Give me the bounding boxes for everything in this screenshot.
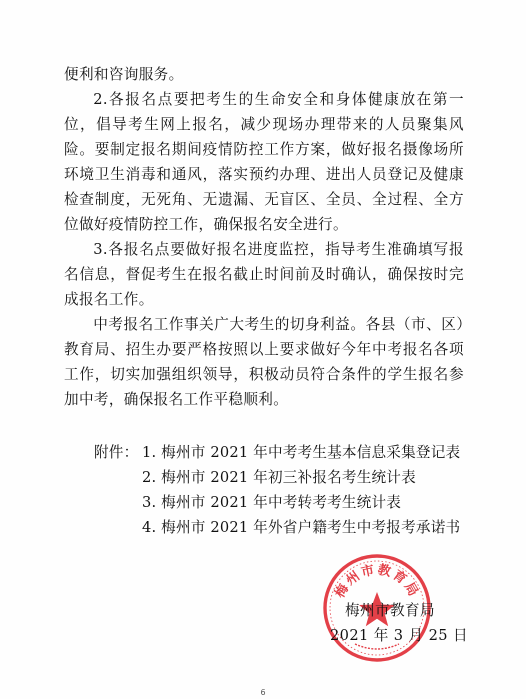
attachment-item: 4. 梅州市 2021 年外省户籍考生中考报考承诺书 xyxy=(142,519,461,536)
paragraph-item-2: 2.各报名点要把考生的生命安全和身体健康放在第一位，倡导考生网上报名，减少现场办理带来的人员聚集风险。要制定报名期间疫情防控工作方案，做好报名摄像场所环境卫生消毒和通风，落实预约办理、进出人员登记及健康检查制度，无死角、无遗漏、无盲区、全员、全过程、全方位做好疫情防控工作，确保报名安全进行。 xyxy=(64,91,464,233)
attachment-row xyxy=(94,440,474,465)
body-text xyxy=(64,62,464,412)
attachment-item: 3. 梅州市 2021 年中考转考考生统计表 xyxy=(142,494,402,511)
attachment-row xyxy=(94,490,474,515)
attachment-row xyxy=(94,515,474,540)
attachment-row xyxy=(94,465,474,490)
attachments-list xyxy=(94,440,474,540)
paragraph-item-3: 3.各报名点要做好报名进度监控，指导考生准确填写报名信息，督促考生在报名截止时间前及时确认，确保按时完成报名工作。 xyxy=(64,241,464,308)
paragraph-closing: 中考报名工作事关广大考生的切身利益。各县（市、区）教育局、招生办要严格按照以上要求做好今年中考报名各项工作，切实加强组织领导，积极动员符合条件的学生报名参加中考，确保报名工作平稳顺利。 xyxy=(64,316,464,408)
attachments-label: 附件： xyxy=(94,444,139,461)
paragraph-continuation: 便利和咨询服务。 xyxy=(64,66,184,83)
signature-date: 2021 年 3 月 25 日 xyxy=(330,627,468,644)
attachment-item: 1. 梅州市 2021 年中考考生基本信息采集登记表 xyxy=(142,444,461,461)
seal-arc-text: 梅州市教育局 xyxy=(332,562,422,601)
page-number: 6 xyxy=(260,688,266,697)
signature-organization: 梅州市教育局 xyxy=(345,602,435,619)
signature-block xyxy=(330,598,468,648)
attachment-item: 2. 梅州市 2021 年初三补报名考生统计表 xyxy=(142,469,416,486)
